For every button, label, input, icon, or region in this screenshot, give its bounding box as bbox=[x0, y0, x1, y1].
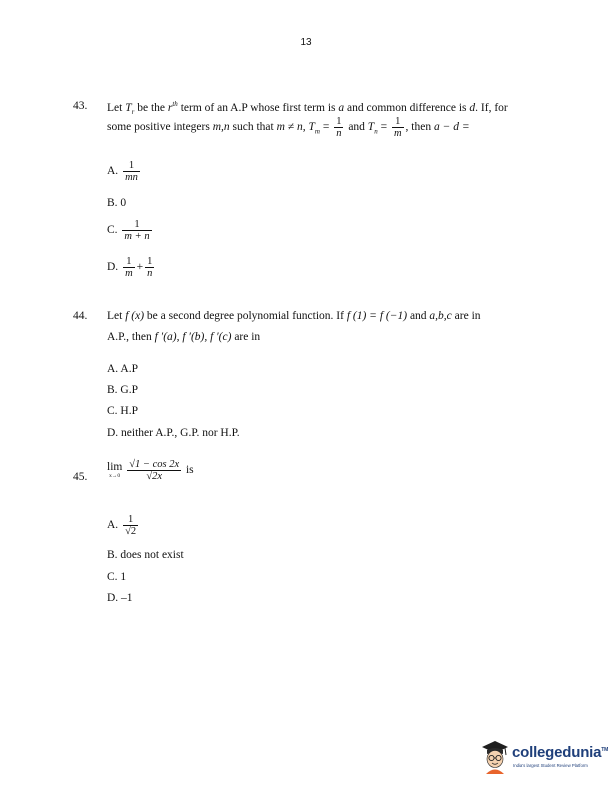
option-a[interactable] bbox=[107, 514, 140, 537]
math-var: T bbox=[367, 121, 375, 134]
math-var: T bbox=[125, 101, 132, 114]
fraction-numerator: 1 bbox=[126, 256, 132, 267]
math-expr: f ′(a), f ′(b), f ′(c) bbox=[154, 331, 232, 343]
fraction bbox=[334, 116, 343, 139]
option-label: D. bbox=[107, 261, 119, 274]
math-var: a,b,c bbox=[429, 310, 452, 322]
fraction bbox=[123, 514, 138, 537]
question-number: 45. bbox=[73, 471, 88, 483]
option-c[interactable]: C. H.P bbox=[107, 405, 138, 417]
math-expr: m + n bbox=[124, 231, 150, 243]
fraction-denominator bbox=[127, 470, 181, 482]
stem-text: some positive integers bbox=[107, 121, 213, 134]
stem-text: be a second degree polynomial function. If bbox=[144, 310, 347, 322]
math-var: m,n bbox=[212, 121, 230, 134]
option-c[interactable]: C. 1 bbox=[107, 571, 127, 583]
option-d[interactable]: D. –1 bbox=[107, 592, 133, 604]
fraction bbox=[145, 256, 154, 279]
graduate-mascot-icon bbox=[478, 738, 512, 774]
fraction-denominator bbox=[123, 171, 140, 183]
fraction-numerator: 1 bbox=[134, 219, 140, 230]
stem-text: A.P., then bbox=[107, 331, 155, 343]
math-var: n bbox=[336, 128, 342, 140]
fraction-numerator: 1 bbox=[127, 514, 134, 525]
math-expr: a − d = bbox=[433, 121, 470, 134]
limit-operator bbox=[107, 462, 122, 479]
question-stem bbox=[107, 459, 194, 482]
fraction-denominator: √2 bbox=[125, 526, 137, 538]
collegedunia-logo bbox=[478, 738, 608, 778]
lim-text: lim bbox=[107, 461, 123, 474]
stem-text: are in bbox=[451, 310, 481, 322]
math-op: = bbox=[377, 121, 390, 134]
fraction bbox=[123, 256, 135, 279]
stem-text: Let bbox=[107, 310, 126, 322]
option-label: A. bbox=[107, 165, 119, 178]
brand-wordmark: collegedunia bbox=[512, 744, 602, 761]
fraction-denominator bbox=[392, 127, 404, 139]
option-d[interactable] bbox=[107, 256, 156, 279]
stem-text: . If, for bbox=[475, 101, 508, 114]
option-text: 0 bbox=[120, 197, 127, 209]
stem-text: Let bbox=[107, 101, 126, 114]
question-number: 43. bbox=[73, 100, 88, 112]
trademark: TM bbox=[601, 747, 609, 753]
math-sub: m bbox=[314, 127, 320, 136]
option-b[interactable]: B. does not exist bbox=[107, 549, 184, 561]
fraction bbox=[392, 116, 404, 139]
fraction-denominator bbox=[123, 267, 135, 279]
math-var: m bbox=[125, 268, 133, 280]
option-label: C. bbox=[107, 224, 118, 237]
question-number: 44. bbox=[73, 310, 88, 322]
option-b[interactable]: B. G.P bbox=[107, 384, 138, 396]
math-op: + bbox=[136, 261, 144, 274]
math-var: r bbox=[167, 101, 173, 114]
math-expr: f (1) = f (−1) bbox=[346, 310, 408, 322]
fraction bbox=[127, 459, 181, 482]
page-number: 13 bbox=[300, 37, 312, 48]
stem-text: term of an A.P whose first term is bbox=[177, 101, 339, 114]
math-var: m bbox=[393, 128, 402, 140]
fraction-denominator bbox=[122, 230, 151, 242]
math-sub: r bbox=[131, 108, 135, 117]
question-stem-line-2 bbox=[107, 116, 470, 139]
lim-subscript: x→0 bbox=[109, 472, 121, 479]
stem-text: such that bbox=[229, 121, 277, 134]
stem-text: , then bbox=[405, 121, 434, 134]
math-sub: n bbox=[374, 127, 378, 136]
stem-text: and bbox=[407, 310, 430, 322]
math-var: a bbox=[338, 101, 345, 114]
math-op: = bbox=[319, 121, 333, 134]
fraction-numerator: 1 bbox=[395, 116, 401, 127]
question-stem-line-2 bbox=[107, 331, 260, 343]
math-expr: f (x) bbox=[125, 310, 145, 322]
fraction bbox=[123, 160, 140, 183]
question-stem-line-1 bbox=[107, 310, 481, 322]
option-a[interactable] bbox=[107, 160, 142, 183]
fraction-numerator bbox=[127, 459, 181, 470]
option-label: A. bbox=[107, 519, 119, 532]
math-var: mn bbox=[125, 172, 138, 184]
stem-text: and bbox=[345, 121, 368, 134]
fraction bbox=[122, 219, 151, 242]
stem-text: is bbox=[185, 464, 194, 477]
fraction-denominator bbox=[145, 267, 154, 279]
stem-text: and common difference is bbox=[344, 101, 470, 114]
option-a[interactable]: A. A.P bbox=[107, 363, 138, 375]
fraction-denominator bbox=[334, 127, 343, 139]
math-var: n bbox=[147, 268, 153, 280]
math-expr: √1 − cos 2x bbox=[129, 459, 180, 470]
math-expr: m ≠ n, T bbox=[276, 121, 315, 134]
question-stem-line-1 bbox=[107, 100, 508, 116]
math-sup: th bbox=[172, 100, 178, 108]
stem-text: be the bbox=[134, 101, 168, 114]
option-b[interactable] bbox=[107, 197, 126, 209]
fraction-numerator: 1 bbox=[336, 116, 342, 127]
option-d[interactable]: D. neither A.P., G.P. nor H.P. bbox=[107, 427, 240, 439]
brand-name bbox=[512, 744, 608, 761]
stem-text: are in bbox=[231, 331, 261, 343]
option-c[interactable] bbox=[107, 219, 154, 242]
math-var: d bbox=[469, 101, 476, 114]
fraction-numerator: 1 bbox=[128, 160, 135, 171]
brand-tagline: India's largest Student Review Platform bbox=[513, 763, 588, 768]
math-expr: √2x bbox=[146, 471, 162, 483]
fraction-numerator: 1 bbox=[147, 256, 153, 267]
option-label: B. bbox=[107, 197, 118, 209]
